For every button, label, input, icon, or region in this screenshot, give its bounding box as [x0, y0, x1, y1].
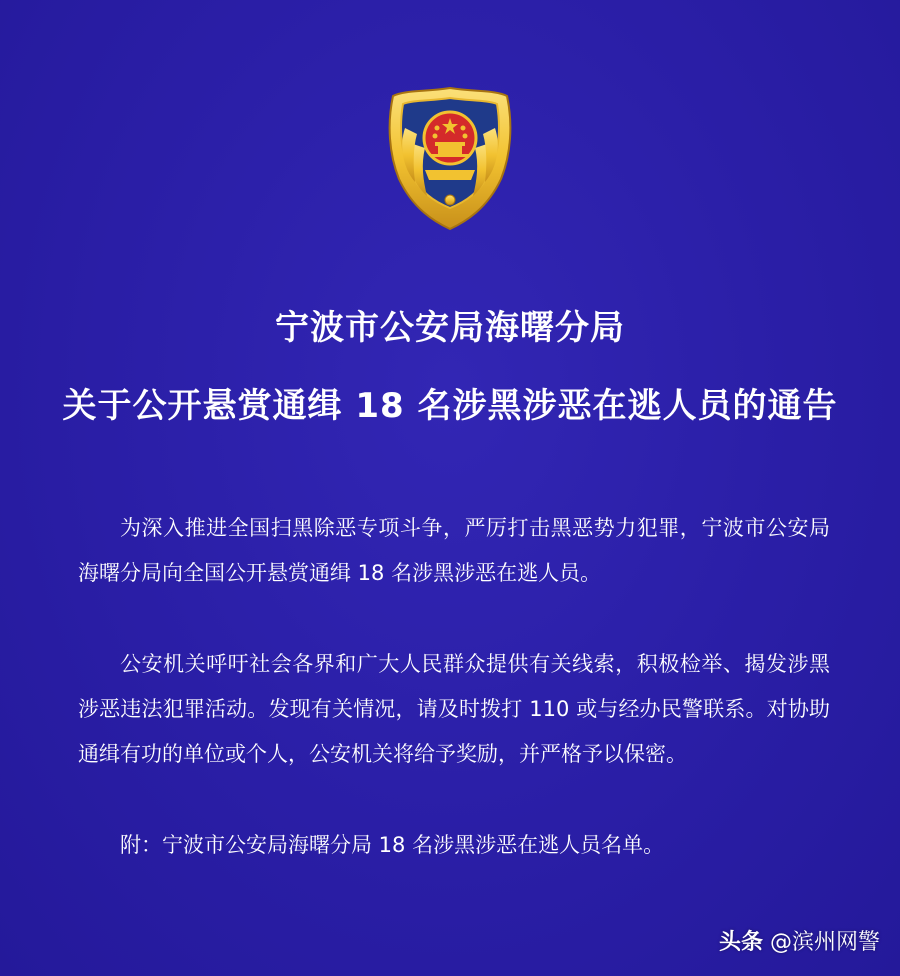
watermark-account: @滨州网警 — [769, 930, 880, 955]
notice-title-line1: 宁波市公安局海曙分局 — [275, 308, 625, 348]
police-emblem-icon — [385, 84, 515, 232]
notice-title-line2: 关于公开悬赏通缉 18 名涉黑涉恶在逃人员的通告 — [62, 386, 838, 426]
watermark — [719, 925, 880, 956]
body-paragraph-3: 附：宁波市公安局海曙分局 18 名涉黑涉恶在逃人员名单。 — [120, 833, 665, 857]
watermark-brand: 头条 — [718, 930, 763, 955]
body-paragraph-1: 为深入推进全国扫黑除恶专项斗争，严厉打击黑恶势力犯罪，宁波市公安局海曙分局向全国公开悬赏通缉 18 名涉黑涉恶在逃人员。 — [78, 516, 830, 585]
body-paragraph-2: 公安机关呼吁社会各界和广大人民群众提供有关线索，积极检举、揭发涉黑涉恶违法犯罪活动。发现有关情况，请及时拨打 110 或与经办民警联系。对协助通缉有功的单位或个人，公安机关将给予奖励，并严格予以保密。 — [78, 652, 830, 766]
